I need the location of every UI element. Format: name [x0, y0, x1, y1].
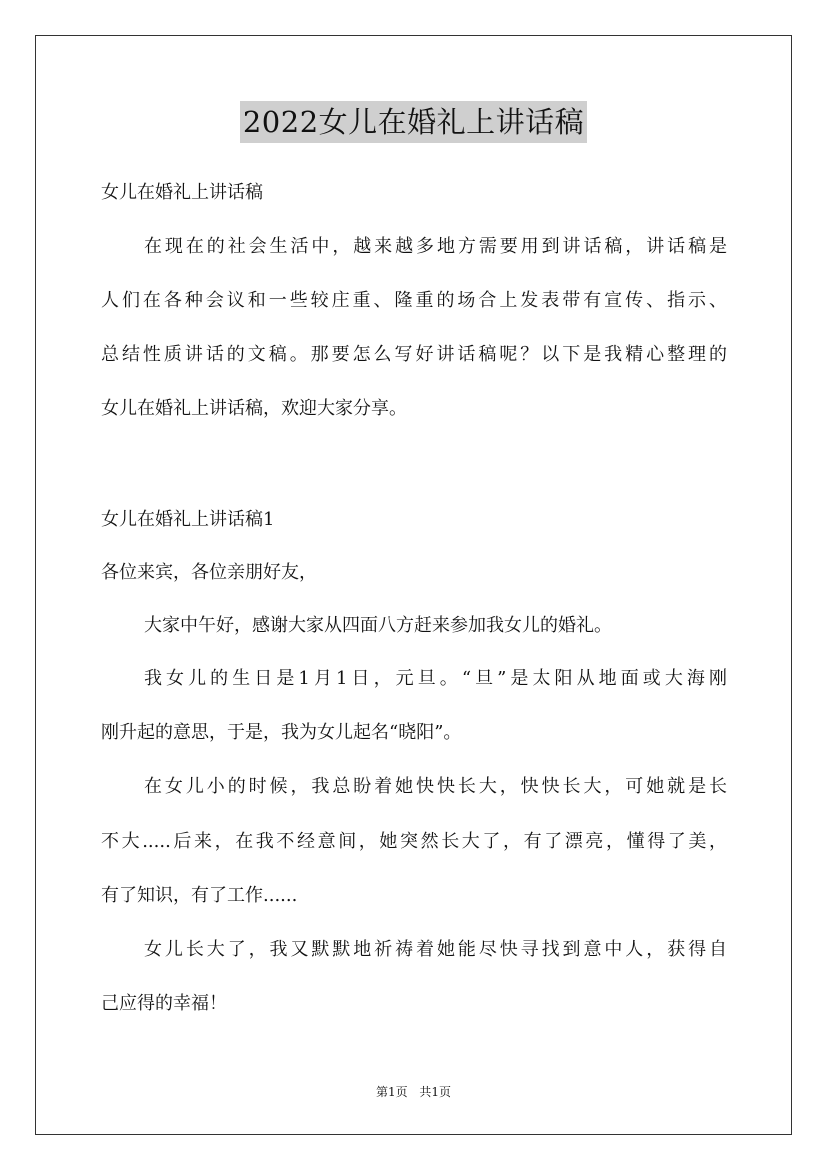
page-footer	[0, 1084, 827, 1100]
intro-line-1: 在现在的社会生活中，越来越多地方需要用到讲话稿，讲话稿是	[144, 236, 727, 257]
paragraph-3-line-1: 在女儿小的时候，我总盼着她快快长大，快快长大，可她就是长	[144, 776, 727, 797]
greeting: 各位来宾，各位亲朋好友，	[101, 562, 317, 583]
paragraph-1: 大家中午好，感谢大家从四面八方赶来参加我女儿的婚礼。	[144, 615, 612, 636]
section-heading: 女儿在婚礼上讲话稿1	[101, 509, 275, 530]
paragraph-2-line-1: 我女儿的生日是1月1日，元旦。“旦”是太阳从地面或大海刚	[144, 668, 727, 689]
paragraph-3-line-3: 有了知识，有了工作......	[101, 885, 298, 906]
page-number: 第1页	[375, 1085, 408, 1099]
paragraph-2-line-2: 刚升起的意思，于是，我为女儿起名“晓阳”。	[101, 722, 462, 743]
paragraph-3-line-2: 不大.....后来，在我不经意间，她突然长大了，有了漂亮，懂得了美，	[101, 831, 727, 852]
paragraph-4-line-1: 女儿长大了，我又默默地祈祷着她能尽快寻找到意中人，获得自	[144, 939, 727, 960]
page-total: 共1页	[419, 1085, 452, 1099]
intro-line-4: 女儿在婚礼上讲话稿，欢迎大家分享。	[101, 398, 407, 419]
intro-line-2: 人们在各种会议和一些较庄重、隆重的场合上发表带有宣传、指示、	[101, 290, 727, 311]
document-title: 2022女儿在婚礼上讲话稿	[240, 101, 587, 143]
paragraph-4-line-2: 己应得的幸福！	[101, 993, 227, 1014]
subtitle: 女儿在婚礼上讲话稿	[101, 182, 263, 203]
intro-line-3: 总结性质讲话的文稿。那要怎么写好讲话稿呢？以下是我精心整理的	[101, 344, 727, 365]
title-container	[0, 101, 827, 143]
